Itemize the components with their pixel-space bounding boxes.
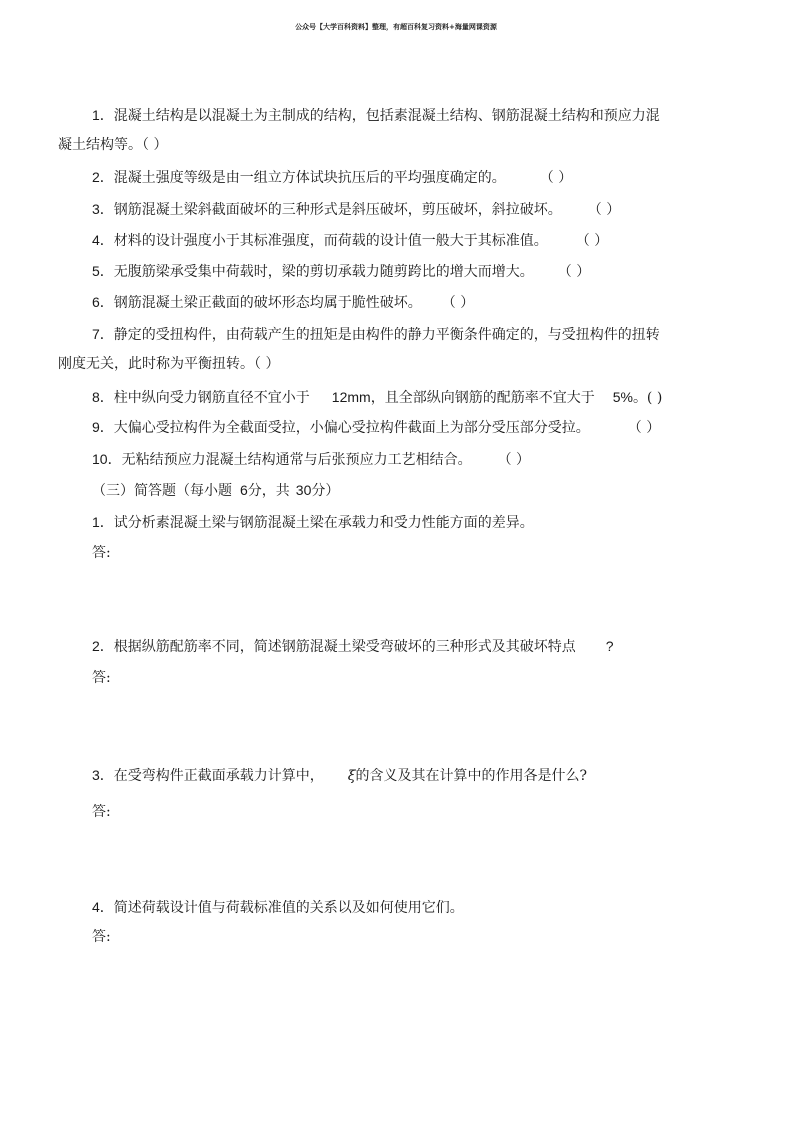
judgement-item-1 [92,106,660,125]
answer-paren: （ ） [497,452,531,468]
item-text: 材料的设计强度小于其标准强度，而荷载的设计值一般大于其标准值。 [113,233,548,249]
question-number: 2． [92,638,114,654]
item-number: 6． [92,294,114,310]
question-2 [92,637,614,656]
xi-symbol: ξ [347,768,356,784]
section-title-mid: 分，共 [247,483,290,499]
answer-paren: （ ） [441,295,475,311]
item-text: 钢筋混凝土梁正截面的破坏形态均属于脆性破坏。 [113,295,422,311]
question-1 [92,513,534,532]
section-title-text: （三）简答题（每小题 [92,483,232,499]
judgement-item-8 [92,388,662,407]
question-number: 1． [92,514,114,530]
judgement-item-2 [92,168,572,187]
item-text: 大偏心受拉构件为全截面受拉，小偏心受拉构件截面上为部分受压部分受拉。 [113,420,590,436]
item-text: 混凝土强度等级是由一组立方体试块抗压后的平均强度确定的。 [113,170,506,186]
section-title [92,481,339,500]
judgement-item-3 [92,200,620,219]
question-text: 试分析素混凝土梁与钢筋混凝土梁在承载力和受力性能方面的差异。 [113,515,534,531]
item-text: 柱中纵向受力钢筋直径不宜小于 [113,390,310,406]
answer-label-3: 答: [92,804,111,820]
section-score-total: 30 [295,482,312,498]
item-text: 钢筋混凝土梁斜截面破坏的三种形式是斜压破坏，剪压破坏，斜拉破坏。 [113,202,562,218]
section-score-each: 6 [240,482,248,498]
judgement-item-1-continuation: 凝土结构等。（ ） [58,137,168,153]
answer-label-2: 答: [92,670,111,686]
item-number: 10． [92,451,122,467]
question-number: 4． [92,899,114,915]
item-number: 9． [92,419,114,435]
answer-paren: （ ） [539,170,573,186]
judgement-item-9 [92,418,660,437]
judgement-item-5 [92,262,590,281]
judgement-item-6 [92,293,474,312]
answer-label-1: 答: [92,545,111,561]
item-text: 静定的受扭构件，由荷载产生的扭矩是由构件的静力平衡条件确定的，与受扭构件的扭转 [113,327,660,343]
answer-paren: （ ） [575,233,609,249]
answer-paren: （ ） [587,202,621,218]
question-text: 在受弯构件正截面承载力计算中， [113,768,324,784]
item-number: 7． [92,326,114,342]
judgement-item-4 [92,231,608,250]
question-text: 根据纵筋配筋率不同，简述钢筋混凝土梁受弯破坏的三种形式及其破坏特点 [113,639,576,655]
judgement-item-10 [92,450,530,469]
page-header: 公众号【大学百科资料】整理，有超百科复习资料+海量网课资源 [295,23,497,31]
question-number: 3． [92,767,114,783]
item-text: 无粘结预应力混凝土结构通常与后张预应力工艺相结合。 [121,452,472,468]
item-number: 2． [92,169,114,185]
answer-paren: 。( ) [632,390,663,406]
question-3 [92,766,587,785]
judgement-item-7-continuation: 刚度无关，此时称为平衡扭转。（ ） [58,356,280,372]
item-number: 1． [92,107,114,123]
item-text: 无腹筋梁承受集中荷载时，梁的剪切承载力随剪跨比的增大而增大。 [113,264,534,280]
item-number: 8． [92,389,114,405]
item-text: 混凝土结构是以混凝土为主制成的结构，包括素混凝土结构、钢筋混凝土结构和预应力混 [113,108,660,124]
item-number: 3． [92,201,114,217]
judgement-item-7 [92,325,660,344]
answer-paren: （ ） [627,420,661,436]
max-ratio-value: 5% [612,389,633,405]
question-mark: ? [605,638,614,654]
answer-paren: （ ） [557,264,591,280]
answer-label-4: 答: [92,929,111,945]
item-number: 4． [92,232,114,248]
min-diameter-value: 12mm [331,389,371,405]
item-text-cont: ，且全部纵向钢筋的配筋率不宜大于 [370,390,595,406]
question-text-cont: 的含义及其在计算中的作用各是什么? [355,768,588,784]
question-4 [92,898,464,917]
question-text: 简述荷载设计值与荷载标准值的关系以及如何使用它们。 [113,900,464,916]
section-title-tail: 分） [311,483,340,499]
item-number: 5． [92,263,114,279]
